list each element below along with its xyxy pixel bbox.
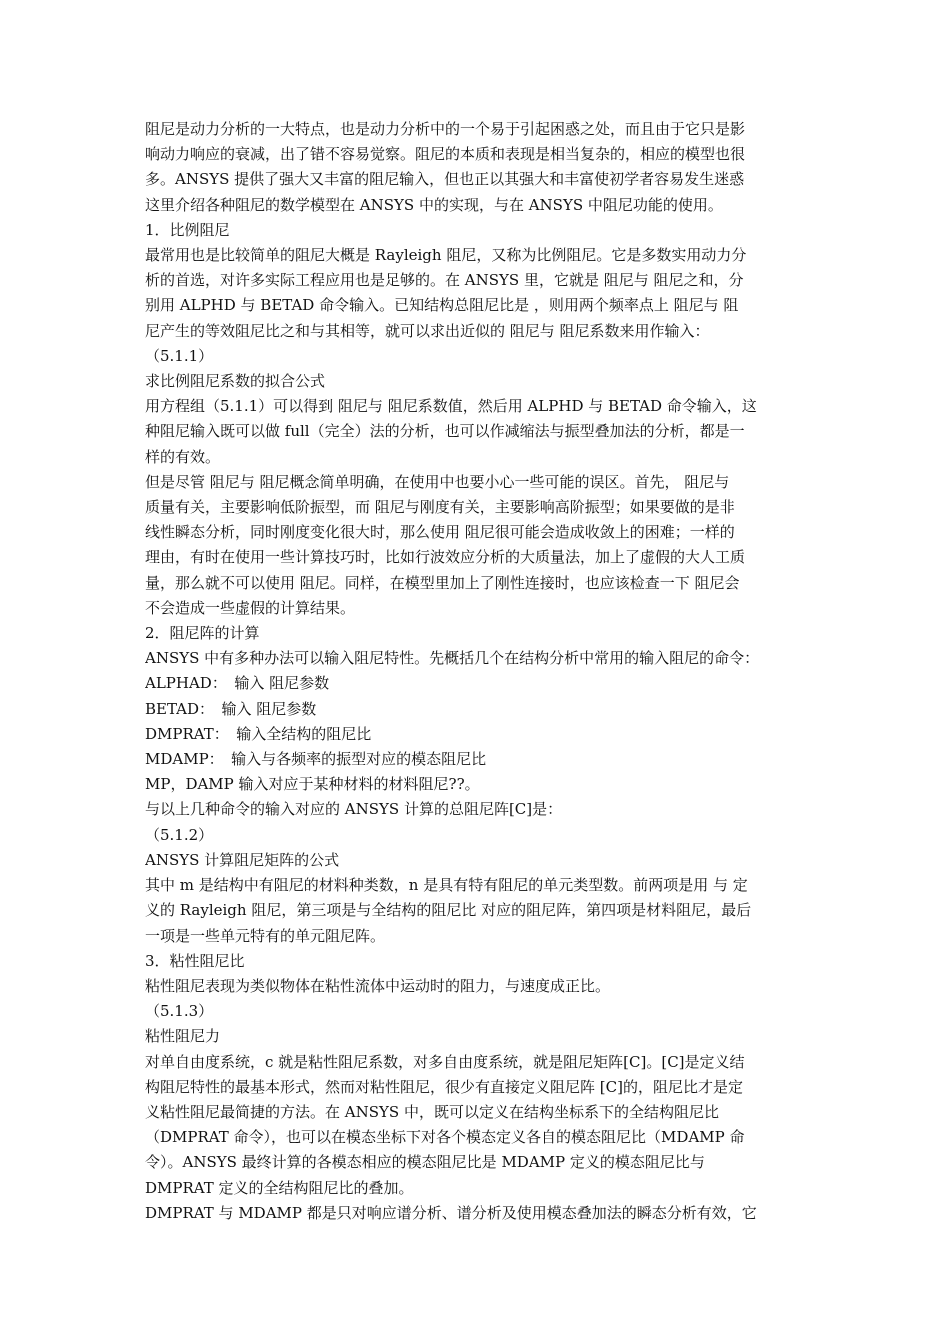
text-line: 析的首选，对许多实际工程应用也是足够的。在 ANSYS 里，它就是 阻尼与 阻尼之和，分 xyxy=(145,271,744,290)
dmprat-mdamp-note xyxy=(145,1201,808,1226)
text-line: 不会造成一些虚假的计算结果。 xyxy=(145,598,356,617)
caution-paragraph xyxy=(145,470,808,621)
command-item-mp-damp xyxy=(145,772,808,797)
text-line: 用方程组（5.1.1）可以得到 阻尼与 阻尼系数值，然后用 ALPHD 与 BETAD 命令输入，这 xyxy=(145,397,757,416)
total-damping-intro xyxy=(145,797,808,822)
equation-caption xyxy=(145,848,808,873)
command-item-mdamp xyxy=(145,747,808,772)
command-item-betad xyxy=(145,697,808,722)
text-line: 其中 m 是结构中有阻尼的材料种类数，n 是具有特有阻尼的单元类型数。前两项是用 与 定 xyxy=(145,876,748,895)
heading-text: 1．比例阻尼 xyxy=(145,220,230,239)
equation-label: （5.1.3） xyxy=(145,1002,214,1021)
text-line: MP，DAMP 输入对应于某种材料的材料阻尼??。 xyxy=(145,775,480,794)
text-line: ALPHAD： 输入 阻尼参数 xyxy=(145,674,330,693)
text-line: 理由，有时在使用一些计算技巧时，比如行波效应分析的大质量法，加上了虚假的大人工质 xyxy=(145,548,746,567)
equation-number xyxy=(145,344,808,369)
equation-explanation xyxy=(145,873,808,949)
equation-label: （5.1.2） xyxy=(145,825,214,844)
equation-usage-paragraph xyxy=(145,394,808,470)
text-line: 义粘性阻尼最简捷的方法。在 ANSYS 中，既可以定义在结构坐标系下的全结构阻尼比 xyxy=(145,1102,719,1121)
text-line: 与以上几种命令的输入对应的 ANSYS 计算的总阻尼阵[C]是： xyxy=(145,800,563,819)
caption-text: 求比例阻尼系数的拟合公式 xyxy=(145,372,326,391)
text-line: MDAMP： 输入与各频率的振型对应的模态阻尼比 xyxy=(145,750,487,769)
equation-caption xyxy=(145,1024,808,1049)
text-line: 种阻尼输入既可以做 full（完全）法的分析，也可以作减缩法与振型叠加法的分析，都是一 xyxy=(145,422,745,441)
rayleigh-paragraph xyxy=(145,243,808,344)
text-line: 样的有效。 xyxy=(145,447,221,466)
equation-caption xyxy=(145,369,808,394)
equation-number xyxy=(145,999,808,1024)
viscous-explanation xyxy=(145,1050,808,1201)
command-item-dmprat xyxy=(145,722,808,747)
text-line: 量，那么就不可以使用 阻尼。同样，在模型里加上了刚性连接时，也应该检查一下 阻尼会 xyxy=(145,573,740,592)
commands-intro xyxy=(145,646,808,671)
text-line: 多。ANSYS 提供了强大又丰富的阻尼输入，但也正以其强大和丰富使初学者容易发生迷惑 xyxy=(145,170,745,189)
text-line: 义的 Rayleigh 阻尼，第三项是与全结构的阻尼比 对应的阻尼阵，第四项是材料阻尼，最后 xyxy=(145,901,752,920)
text-line: DMPRAT： 输入全结构的阻尼比 xyxy=(145,724,372,743)
equation-number xyxy=(145,823,808,848)
text-line: （DMPRAT 命令），也可以在模态坐标下对各个模态定义各自的模态阻尼比（MDAMP 命 xyxy=(145,1128,745,1147)
text-line: 阻尼是动力分析的一大特点，也是动力分析中的一个易于引起困惑之处，而且由于它只是影 xyxy=(145,120,746,138)
text-line: ANSYS 中有多种办法可以输入阻尼特性。先概括几个在结构分析中常用的输入阻尼的命令： xyxy=(145,649,760,668)
caption-text: 粘性阻尼力 xyxy=(145,1027,221,1046)
text-line: 最常用也是比较简单的阻尼大概是 Rayleigh 阻尼，又称为比例阻尼。它是多数实用动力分 xyxy=(145,246,747,265)
text-line: 这里介绍各种阻尼的数学模型在 ANSYS 中的实现，与在 ANSYS 中阻尼功能的使用。 xyxy=(145,195,723,214)
section-heading-viscous-damping xyxy=(145,949,808,974)
equation-label: （5.1.1） xyxy=(145,346,214,365)
text-line: 线性瞬态分析，同时刚度变化很大时，那么使用 阻尼很可能会造成收敛上的困难；一样的 xyxy=(145,523,735,542)
text-line: 粘性阻尼表现为类似物体在粘性流体中运动时的阻力，与速度成正比。 xyxy=(145,976,611,995)
caption-text: ANSYS 计算阻尼矩阵的公式 xyxy=(145,850,340,869)
heading-text: 2．阻尼阵的计算 xyxy=(145,624,260,643)
document-page xyxy=(145,117,808,1226)
section-heading-proportional-damping xyxy=(145,218,808,243)
text-line: 一项是一些单元特有的单元阻尼阵。 xyxy=(145,926,386,945)
section-heading-damping-matrix xyxy=(145,621,808,646)
text-line: 质量有关，主要影响低阶振型，而 阻尼与刚度有关，主要影响高阶振型；如果要做的是非 xyxy=(145,498,735,517)
command-item-alphad xyxy=(145,671,808,696)
intro-paragraph xyxy=(145,117,808,218)
text-line: 响动力响应的衰减，出了错不容易觉察。阻尼的本质和表现是相当复杂的，相应的模型也很 xyxy=(145,145,746,164)
text-line: BETAD： 输入 阻尼参数 xyxy=(145,699,317,718)
heading-text: 3．粘性阻尼比 xyxy=(145,951,245,970)
text-line: 但是尽管 阻尼与 阻尼概念简单明确，在使用中也要小心一些可能的误区。首先， 阻尼与 xyxy=(145,472,730,491)
text-line: 尼产生的等效阻尼比之和与其相等，就可以求出近似的 阻尼与 阻尼系数来用作输入： xyxy=(145,321,710,340)
text-line: 别用 ALPHD 与 BETAD 命令输入。已知结构总阻尼比是 ，则用两个频率点上 阻尼与 阻 xyxy=(145,296,739,315)
text-line: 构阻尼特性的最基本形式，然而对粘性阻尼，很少有直接定义阻尼阵 [C]的，阻尼比才是定 xyxy=(145,1077,743,1096)
text-line: 令）。ANSYS 最终计算的各模态相应的模态阻尼比是 MDAMP 定义的模态阻尼比与 xyxy=(145,1153,705,1172)
viscous-definition xyxy=(145,974,808,999)
text-line: DMPRAT 与 MDAMP 都是只对响应谱分析、谱分析及使用模态叠加法的瞬态分析有效，它 xyxy=(145,1203,757,1222)
text-line: 对单自由度系统，c 就是粘性阻尼系数，对多自由度系统，就是阻尼矩阵[C]。[C]是定义结 xyxy=(145,1052,745,1071)
text-line: DMPRAT 定义的全结构阻尼比的叠加。 xyxy=(145,1178,414,1197)
